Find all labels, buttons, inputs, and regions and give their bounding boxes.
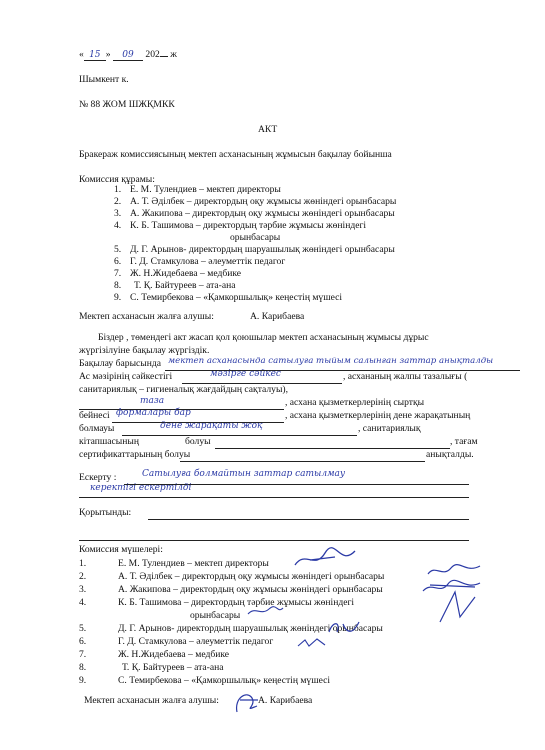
final-name: А. Карибаева [258,695,313,706]
l7-c: , тағам [450,436,478,447]
date-month: 09 [113,51,143,61]
signature-karibaeva [232,688,262,716]
member-text: Е. М. Тулендиев – мектеп директоры [130,184,281,195]
l3-text: санитариялық – гигиеналық жағдайдың сақталуы), [79,384,288,395]
l6-label: болмауы [79,423,115,434]
member-num: 9. [114,292,122,303]
signer-num: 1. [79,558,87,569]
note-label: Ескерту : [79,472,117,483]
l6-rest: , санитариялық [358,423,421,434]
school-name: № 88 ЖОМ ШЖҚМКК [79,99,175,110]
member-num: 3. [114,208,122,219]
doc-title: АКТ [258,124,278,135]
signer-num: 6. [79,636,87,647]
l8-rest: анықталды. [426,449,474,460]
l5-label: бейнесі [79,410,110,421]
date-line: « 15 » 09 202 ж [79,49,177,60]
signer-num: 9. [79,675,87,686]
l7-a: кітапшасының [79,436,139,447]
city: Шымкент к. [79,74,129,85]
signer-text: К. Б. Ташимова – директордың тәрбие жұмысы жөніндегі [118,597,355,608]
signer-num: 8. [79,662,87,673]
l8-label: сертификаттарының болуы [79,449,191,460]
signer-num: 4. [79,597,87,608]
signature-arynov [435,587,480,627]
l6-handwriting: дене жарақаты жоқ [160,421,263,431]
l4-handwriting: таза [140,396,165,406]
l2-rest: , асхананың жалпы тазалығы ( [343,371,468,382]
member-text: Г. Д. Стамкулова – әлеуметтік педагог [130,256,286,267]
member-num: 6. [114,256,122,267]
member-text: орынбасары [230,232,281,243]
date-year-suffix: ж [170,49,177,60]
signer-text: Г. Д. Стамкулова – әлеуметтік педагог [118,636,274,647]
signers-heading: Комиссия мүшелері: [79,544,163,555]
member-text: Ж. Н.Жидебаева – медбике [130,268,242,279]
commission-heading: Комиссия құрамы: [79,174,155,185]
signer-num: 5. [79,623,87,634]
member-text: Т. Қ. Байтуреев – ата-ана [134,280,236,291]
signer-num: 2. [79,571,87,582]
member-text: К. Б. Ташимова – директордың тәрбие жұмысы жөніндегі [130,220,367,231]
signer-text: Е. М. Тулендиев – мектеп директоры [118,558,269,569]
member-text: А. Жакипова – директордың оқу жұмысы жөніндегі орынбасары [130,208,395,219]
l2-label: Ас мәзірінің сәйкестігі [79,371,173,382]
note-handwriting-1: Сатылуға болмайтын заттар сатылмау [142,469,346,479]
responsible-label: Мектеп асханасын жалға алушы: [79,311,214,322]
member-num: 1. [114,184,122,195]
member-num: 2. [114,196,122,207]
note-handwriting-2: керектігі ескертілді [90,483,192,493]
signer-num: 7. [79,649,87,660]
signature-director [290,545,360,573]
date-year: 202 [145,49,160,60]
body-para-1: Біздер , төмендегі акт жасап қол қоюшылар мектеп асханасының жұмысы дұрыс [98,332,429,343]
body-para-1b: жүргізілуіне бақылау жүргіздік. [79,345,210,356]
l1-label: Бақылау барысында [79,358,161,369]
signature-stamkulova [325,618,363,638]
signature-tashimova [245,604,285,618]
signer-text: Д. Г. Арынов- директордың шаруашылық жөніндегі орынбасары [118,623,383,634]
member-num: 4. [114,220,122,231]
member-num: 8. [114,280,122,291]
l4-rest: , асхана қызметкерлерінің сыртқы [285,397,425,408]
member-text: С. Темирбекова – «Қамкоршылық» кеңестің мүшесі [130,292,343,303]
signer-text: орынбасары [190,610,241,621]
final-label: Мектеп асханасын жалға алушы: [84,695,219,706]
member-text: Д. Г. Арынов- директордың шаруашылық жөніндегі орынбасары [130,244,395,255]
member-num: 5. [114,244,122,255]
signer-text: А. Т. Әділбек – директордың оқу жұмысы жөніндегі орынбасары [118,571,385,582]
doc-subtitle: Бракераж комиссиясының мектеп асханасының жұмысын бақылау бойынша [79,149,392,160]
member-text: А. Т. Әділбек – директордың оқу жұмысы жөніндегі орынбасары [130,196,397,207]
l2-handwriting: мәзірге сәйкес [210,369,281,379]
signature-zhidebaeva [295,636,330,650]
date-day: 15 [84,51,106,61]
signer-text: Т. Қ. Байтуреев – ата-ана [122,662,224,673]
signer-num: 3. [79,584,87,595]
l7-b: болуы [185,436,211,447]
conclusion-label: Қорытынды: [79,507,132,518]
l1-handwriting: мектеп асханасында сатылуға тыйым салынған заттар анықталды [168,356,494,366]
l5-handwriting: формалары бар [116,408,191,418]
l5-rest: , асхана қызметкерлерінің дене жарақатының [285,410,471,421]
member-num: 7. [114,268,122,279]
signer-text: А. Жакипова – директордың оқу жұмысы жөніндегі орынбасары [118,584,383,595]
signer-text: С. Темирбекова – «Қамкоршылық» кеңестің мүшесі [118,675,331,686]
responsible-name: А. Карибаева [250,311,305,322]
signer-text: Ж. Н.Жидебаева – медбике [118,649,230,660]
